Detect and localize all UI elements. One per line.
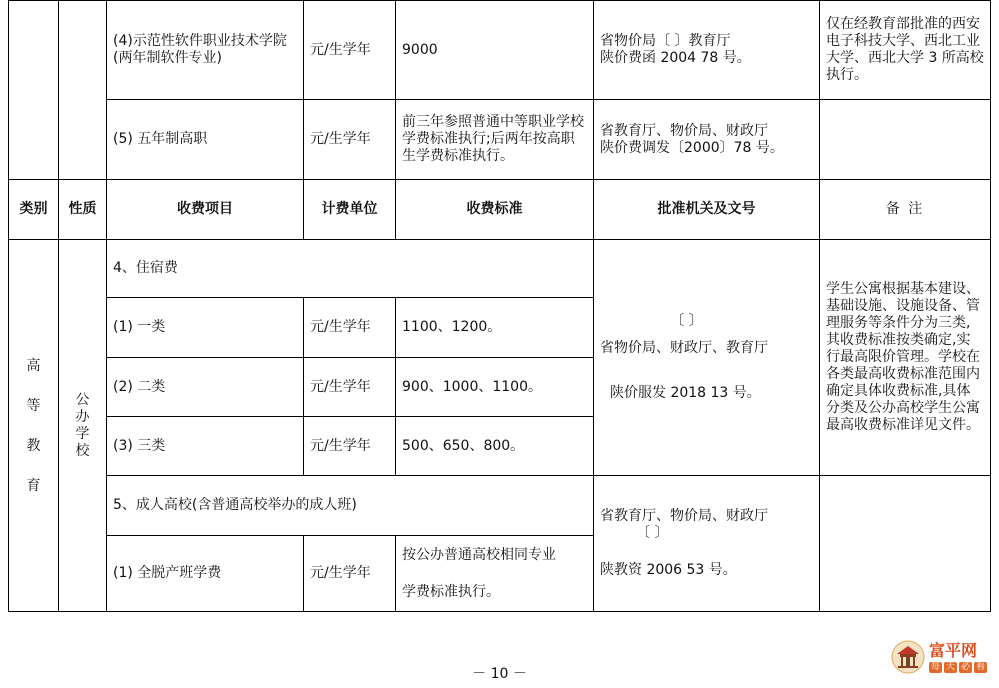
nature-char: 公 xyxy=(75,391,90,408)
approval-cell xyxy=(594,1,820,100)
standard-cell: 9000 xyxy=(396,1,594,100)
remark-cell: 仅在经教育部批准的西安电子科技大学、西北工业大学、西北大学 3 所高校执行。 xyxy=(820,1,991,100)
category-cell xyxy=(9,240,59,612)
approval-line: 省物价局〔 〕教育厅 xyxy=(600,33,731,49)
item-cell: (2) 二类 xyxy=(107,358,304,417)
header-remark: 备 注 xyxy=(820,180,991,240)
fee-standard-table xyxy=(8,0,991,612)
nature-char: 办 xyxy=(75,408,90,425)
slogan-char: 看 xyxy=(975,661,985,672)
header-standard: 收费标准 xyxy=(396,180,594,240)
approval-line: 省教育厅、物价局、财政厅 xyxy=(600,508,768,524)
approval-line: 省物价局、财政厅、教育厅 xyxy=(600,340,768,356)
standard-cell: 500、650、800。 xyxy=(396,417,594,476)
category-char: 高 xyxy=(26,357,41,374)
category-char: 教 xyxy=(26,437,41,454)
section-title-row xyxy=(9,240,991,298)
item-cell: (1) 一类 xyxy=(107,298,304,358)
approval-cell xyxy=(594,100,820,180)
remark-cell-empty xyxy=(820,476,991,612)
page-number: － 10 － xyxy=(472,666,527,682)
approval-cell xyxy=(594,476,820,612)
approval-bracket: 〔 〕 xyxy=(636,525,669,541)
unit-cell: 元/生学年 xyxy=(304,1,396,100)
item-cell: (3) 三类 xyxy=(107,417,304,476)
category-char: 育 xyxy=(26,477,41,494)
unit-cell: 元/生学年 xyxy=(304,358,396,417)
standard-cell: 前三年参照普通中等职业学校学费标准执行;后两年按高职生学费标准执行。 xyxy=(396,100,594,180)
item-cell: (5) 五年制高职 xyxy=(107,100,304,180)
header-item: 收费项目 xyxy=(107,180,304,240)
unit-cell: 元/生学年 xyxy=(304,100,396,180)
unit-cell: 元/生学年 xyxy=(304,536,396,612)
item-cell: (1) 全脱产班学费 xyxy=(107,536,304,612)
section-title: 4、住宿费 xyxy=(107,240,594,298)
approval-line: 省教育厅、物价局、财政厅 xyxy=(600,122,768,139)
approval-line: 陕教资 2006 53 号。 xyxy=(600,562,737,578)
item-cell: (4)示范性软件职业技术学院(两年制软件专业) xyxy=(107,1,304,100)
standard-line: 学费标准执行。 xyxy=(402,583,500,600)
site-logo xyxy=(891,640,987,674)
approval-cell xyxy=(594,240,820,476)
approval-bracket: 〔 〕 xyxy=(670,313,703,329)
logo-slogan xyxy=(929,662,987,673)
standard-cell xyxy=(396,536,594,612)
approval-line: 陕价服发 2018 13 号。 xyxy=(610,385,761,401)
nature-cell-empty xyxy=(59,1,107,180)
logo-text xyxy=(929,642,987,673)
unit-cell: 元/生学年 xyxy=(304,298,396,358)
category-char: 等 xyxy=(26,397,41,414)
nature-cell xyxy=(59,240,107,612)
pavilion-icon xyxy=(891,640,925,674)
slogan-char: 天 xyxy=(945,661,955,672)
approval-line: 陕价费调发〔2000〕78 号。 xyxy=(600,139,784,156)
table-header-row xyxy=(9,180,991,240)
section-title-row xyxy=(9,476,991,536)
header-approval: 批准机关及文号 xyxy=(594,180,820,240)
section-title: 5、成人高校(含普通高校举办的成人班) xyxy=(107,476,594,536)
standard-line: 按公办普通高校相同专业 xyxy=(402,546,556,563)
unit-cell: 元/生学年 xyxy=(304,417,396,476)
header-nature: 性质 xyxy=(59,180,107,240)
remark-cell xyxy=(820,100,991,180)
table-row xyxy=(9,1,991,100)
header-category: 类别 xyxy=(9,180,59,240)
nature-char: 校 xyxy=(75,442,90,459)
table-row xyxy=(9,100,991,180)
standard-cell: 900、1000、1100。 xyxy=(396,358,594,417)
logo-name: 富平网 xyxy=(928,640,977,660)
standard-cell: 1100、1200。 xyxy=(396,298,594,358)
slogan-char: 必 xyxy=(960,661,970,672)
remark-cell: 学生公寓根据基本建设、基础设施、设施设备、管理服务等条件分为三类,其收费标准按类确定,实行最高限价管理。学校在各类最高收费标准范围内确定具体收费标准,具体分类及公办高校学生公寓最高收费标准详见文件。 xyxy=(820,240,991,476)
approval-line: 陕价费函 2004 78 号。 xyxy=(600,50,751,66)
header-unit: 计费单位 xyxy=(304,180,396,240)
slogan-char: 每 xyxy=(930,661,940,672)
nature-char: 学 xyxy=(75,425,90,442)
category-cell-empty xyxy=(9,1,59,180)
